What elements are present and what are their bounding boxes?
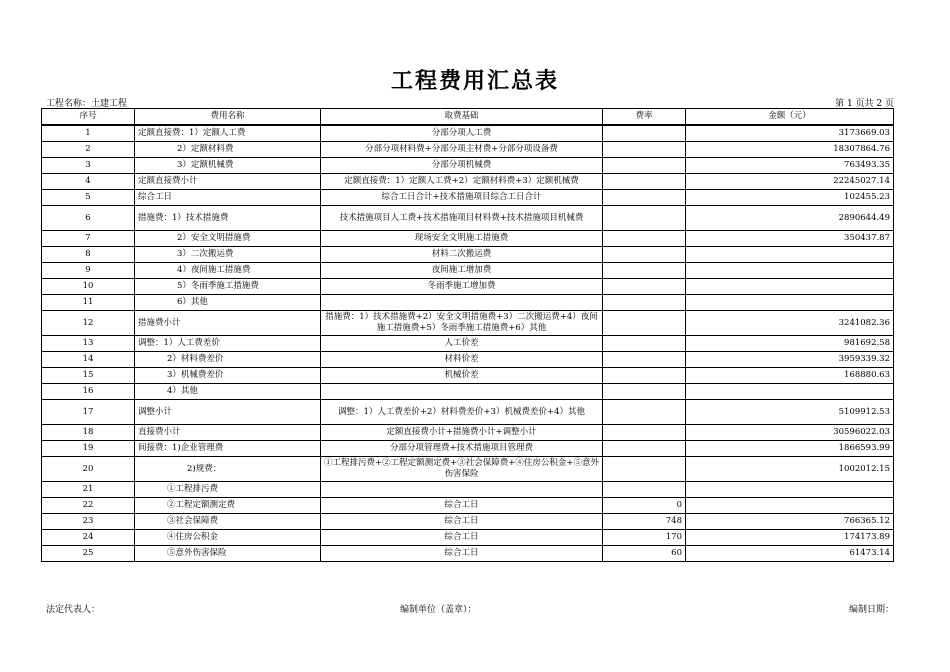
- row-no-cell: 11: [42, 295, 135, 311]
- row-base-cell: 材料价差: [321, 352, 603, 368]
- row-name-cell: 2)规费：: [135, 457, 321, 482]
- table-row: [42, 279, 894, 295]
- row-name-cell: 4）夜间施工措施费: [135, 263, 321, 279]
- row-base-cell: 综合工日: [321, 546, 603, 562]
- table-row: [42, 206, 894, 231]
- table-row: [42, 247, 894, 263]
- row-no-cell: 10: [42, 279, 135, 295]
- row-amount-cell: [686, 482, 894, 498]
- row-name-cell: 5）冬雨季施工措施费: [135, 279, 321, 295]
- row-name-cell: 2）安全文明措施费: [135, 231, 321, 247]
- row-amount-cell: 61473.14: [686, 546, 894, 562]
- row-base-cell: 机械价差: [321, 368, 603, 384]
- row-base-cell: ①工程排污费+②工程定额测定费+③社会保障费+④住房公积金+⑤意外伤害保险: [321, 457, 603, 482]
- row-base-cell: 人工价差: [321, 336, 603, 352]
- col-header-amount: 金额（元）: [686, 109, 894, 126]
- row-name-cell: 6）其他: [135, 295, 321, 311]
- row-base-cell: 定额直接费：1）定额人工费+2）定额材料费+3）定额机械费: [321, 174, 603, 190]
- row-no-cell: 15: [42, 368, 135, 384]
- row-base-cell: 材料二次搬运费: [321, 247, 603, 263]
- row-amount-cell: [686, 279, 894, 295]
- row-name-cell: 3）机械费差价: [135, 368, 321, 384]
- col-header-rate: 费率: [603, 109, 686, 126]
- row-amount-cell: [686, 295, 894, 311]
- row-name-cell: 2）材料费差价: [135, 352, 321, 368]
- table-row: [42, 368, 894, 384]
- row-rate-cell: [603, 368, 686, 384]
- row-base-cell: 综合工日合计+技术措施项目综合工日合计: [321, 190, 603, 206]
- row-amount-cell: 763493.35: [686, 158, 894, 174]
- row-name-cell: 调整小计: [135, 400, 321, 425]
- row-rate-cell: [603, 247, 686, 263]
- row-base-cell: 分部分项人工费: [321, 125, 603, 142]
- row-no-cell: 24: [42, 530, 135, 546]
- row-no-cell: 12: [42, 311, 135, 336]
- table-row: [42, 514, 894, 530]
- table-header-row: [42, 109, 894, 126]
- col-header-no: 序号: [42, 109, 135, 126]
- row-rate-cell: [603, 384, 686, 400]
- row-amount-cell: 174173.89: [686, 530, 894, 546]
- table-row: [42, 425, 894, 441]
- table-row: [42, 352, 894, 368]
- row-base-cell: 技术措施项目人工费+技术措施项目材料费+技术措施项目机械费: [321, 206, 603, 231]
- row-amount-cell: 350437.87: [686, 231, 894, 247]
- table-row: [42, 263, 894, 279]
- row-no-cell: 14: [42, 352, 135, 368]
- table-row: [42, 295, 894, 311]
- row-name-cell: 2）定额材料费: [135, 142, 321, 158]
- row-amount-cell: 1002012.15: [686, 457, 894, 482]
- row-base-cell: 分部分项机械费: [321, 158, 603, 174]
- table-row: [42, 457, 894, 482]
- page-title: 工程费用汇总表: [390, 69, 559, 94]
- row-name-cell: 调整：1）人工费差价: [135, 336, 321, 352]
- row-no-cell: 9: [42, 263, 135, 279]
- row-amount-cell: 30596022.03: [686, 425, 894, 441]
- row-amount-cell: [686, 263, 894, 279]
- row-base-cell: 综合工日: [321, 530, 603, 546]
- table-row: [42, 498, 894, 514]
- row-name-cell: 3）二次搬运费: [135, 247, 321, 263]
- row-rate-cell: [603, 125, 686, 142]
- table-row: [42, 231, 894, 247]
- row-base-cell: 调整：1）人工费差价+2）材料费差价+3）机械费差价+4）其他: [321, 400, 603, 425]
- row-base-cell: [321, 295, 603, 311]
- row-base-cell: 分部分项材料费+分部分项主材费+分部分项设备费: [321, 142, 603, 158]
- row-name-cell: 直接费小计: [135, 425, 321, 441]
- project-name: 工程名称：土建工程: [46, 99, 128, 109]
- row-no-cell: 3: [42, 158, 135, 174]
- table-row: [42, 311, 894, 336]
- row-no-cell: 16: [42, 384, 135, 400]
- row-no-cell: 7: [42, 231, 135, 247]
- row-rate-cell: [603, 190, 686, 206]
- row-amount-cell: 2890644.49: [686, 206, 894, 231]
- row-amount-cell: 22245027.14: [686, 174, 894, 190]
- row-name-cell: 定额直接费小计: [135, 174, 321, 190]
- row-rate-cell: [603, 482, 686, 498]
- row-amount-cell: [686, 384, 894, 400]
- row-base-cell: [321, 384, 603, 400]
- row-no-cell: 25: [42, 546, 135, 562]
- row-amount-cell: 1866593.99: [686, 441, 894, 457]
- page-info: 第 1 页共 2 页: [835, 99, 894, 109]
- cost-summary-table: [41, 108, 894, 562]
- row-no-cell: 23: [42, 514, 135, 530]
- row-rate-cell: [603, 263, 686, 279]
- table-row: [42, 530, 894, 546]
- row-rate-cell: 170: [603, 530, 686, 546]
- row-name-cell: 综合工日: [135, 190, 321, 206]
- row-rate-cell: 0: [603, 498, 686, 514]
- row-name-cell: 措施费小计: [135, 311, 321, 336]
- row-base-cell: [321, 482, 603, 498]
- row-base-cell: 措施费：1）技术措施费+2）安全文明措施费+3）二次搬运费+4）夜间施工措施费+5）冬雨季施工措施费+6）其他: [321, 311, 603, 336]
- table-row: [42, 546, 894, 562]
- row-name-cell: ④住房公积金: [135, 530, 321, 546]
- row-rate-cell: 60: [603, 546, 686, 562]
- row-name-cell: ③社会保障费: [135, 514, 321, 530]
- row-base-cell: 夜间施工增加费: [321, 263, 603, 279]
- row-base-cell: 分部分项管理费+技术措施项目管理费: [321, 441, 603, 457]
- row-name-cell: 间接费：1)企业管理费: [135, 441, 321, 457]
- table-row: [42, 142, 894, 158]
- table-row: [42, 400, 894, 425]
- row-base-cell: 现场安全文明施工措施费: [321, 231, 603, 247]
- row-rate-cell: [603, 231, 686, 247]
- row-no-cell: 1: [42, 125, 135, 142]
- row-name-cell: ⑤意外伤害保险: [135, 546, 321, 562]
- row-name-cell: ②工程定额测定费: [135, 498, 321, 514]
- row-no-cell: 22: [42, 498, 135, 514]
- row-rate-cell: [603, 206, 686, 231]
- row-rate-cell: [603, 311, 686, 336]
- row-amount-cell: [686, 498, 894, 514]
- row-amount-cell: 3959339.32: [686, 352, 894, 368]
- table-row: [42, 482, 894, 498]
- row-amount-cell: 3241082.36: [686, 311, 894, 336]
- legal-rep-label: 法定代表人：: [46, 605, 101, 615]
- table-row: [42, 190, 894, 206]
- row-rate-cell: [603, 158, 686, 174]
- row-name-cell: 措施费：1）技术措施费: [135, 206, 321, 231]
- row-rate-cell: [603, 457, 686, 482]
- row-name-cell: 定额直接费：1）定额人工费: [135, 125, 321, 142]
- row-base-cell: 综合工日: [321, 498, 603, 514]
- row-amount-cell: 102455.23: [686, 190, 894, 206]
- row-rate-cell: [603, 142, 686, 158]
- table-row: [42, 158, 894, 174]
- row-amount-cell: 168880.63: [686, 368, 894, 384]
- org-label: 编制单位（盖章）：: [400, 605, 477, 615]
- row-amount-cell: 766365.12: [686, 514, 894, 530]
- row-rate-cell: [603, 174, 686, 190]
- row-no-cell: 6: [42, 206, 135, 231]
- row-rate-cell: [603, 336, 686, 352]
- row-base-cell: 综合工日: [321, 514, 603, 530]
- row-amount-cell: 3173669.03: [686, 125, 894, 142]
- row-no-cell: 18: [42, 425, 135, 441]
- row-name-cell: 3）定额机械费: [135, 158, 321, 174]
- row-amount-cell: 5109912.53: [686, 400, 894, 425]
- row-base-cell: 冬雨季施工增加费: [321, 279, 603, 295]
- row-no-cell: 17: [42, 400, 135, 425]
- row-rate-cell: 748: [603, 514, 686, 530]
- row-name-cell: 4）其他: [135, 384, 321, 400]
- table-row: [42, 125, 894, 142]
- col-header-base: 取费基础: [321, 109, 603, 126]
- row-no-cell: 8: [42, 247, 135, 263]
- row-name-cell: ①工程排污费: [135, 482, 321, 498]
- row-rate-cell: [603, 425, 686, 441]
- row-no-cell: 20: [42, 457, 135, 482]
- table-row: [42, 441, 894, 457]
- row-no-cell: 5: [42, 190, 135, 206]
- row-no-cell: 19: [42, 441, 135, 457]
- table-row: [42, 384, 894, 400]
- row-rate-cell: [603, 295, 686, 311]
- row-no-cell: 2: [42, 142, 135, 158]
- row-no-cell: 13: [42, 336, 135, 352]
- col-header-name: 费用名称: [135, 109, 321, 126]
- table-row: [42, 336, 894, 352]
- row-amount-cell: 981692.58: [686, 336, 894, 352]
- row-rate-cell: [603, 441, 686, 457]
- row-rate-cell: [603, 400, 686, 425]
- date-label: 编制日期：: [848, 605, 894, 615]
- row-no-cell: 4: [42, 174, 135, 190]
- table-row: [42, 174, 894, 190]
- row-no-cell: 21: [42, 482, 135, 498]
- row-amount-cell: [686, 247, 894, 263]
- row-base-cell: 定额直接费小计+措施费小计+调整小计: [321, 425, 603, 441]
- row-amount-cell: 18307864.76: [686, 142, 894, 158]
- row-rate-cell: [603, 279, 686, 295]
- row-rate-cell: [603, 352, 686, 368]
